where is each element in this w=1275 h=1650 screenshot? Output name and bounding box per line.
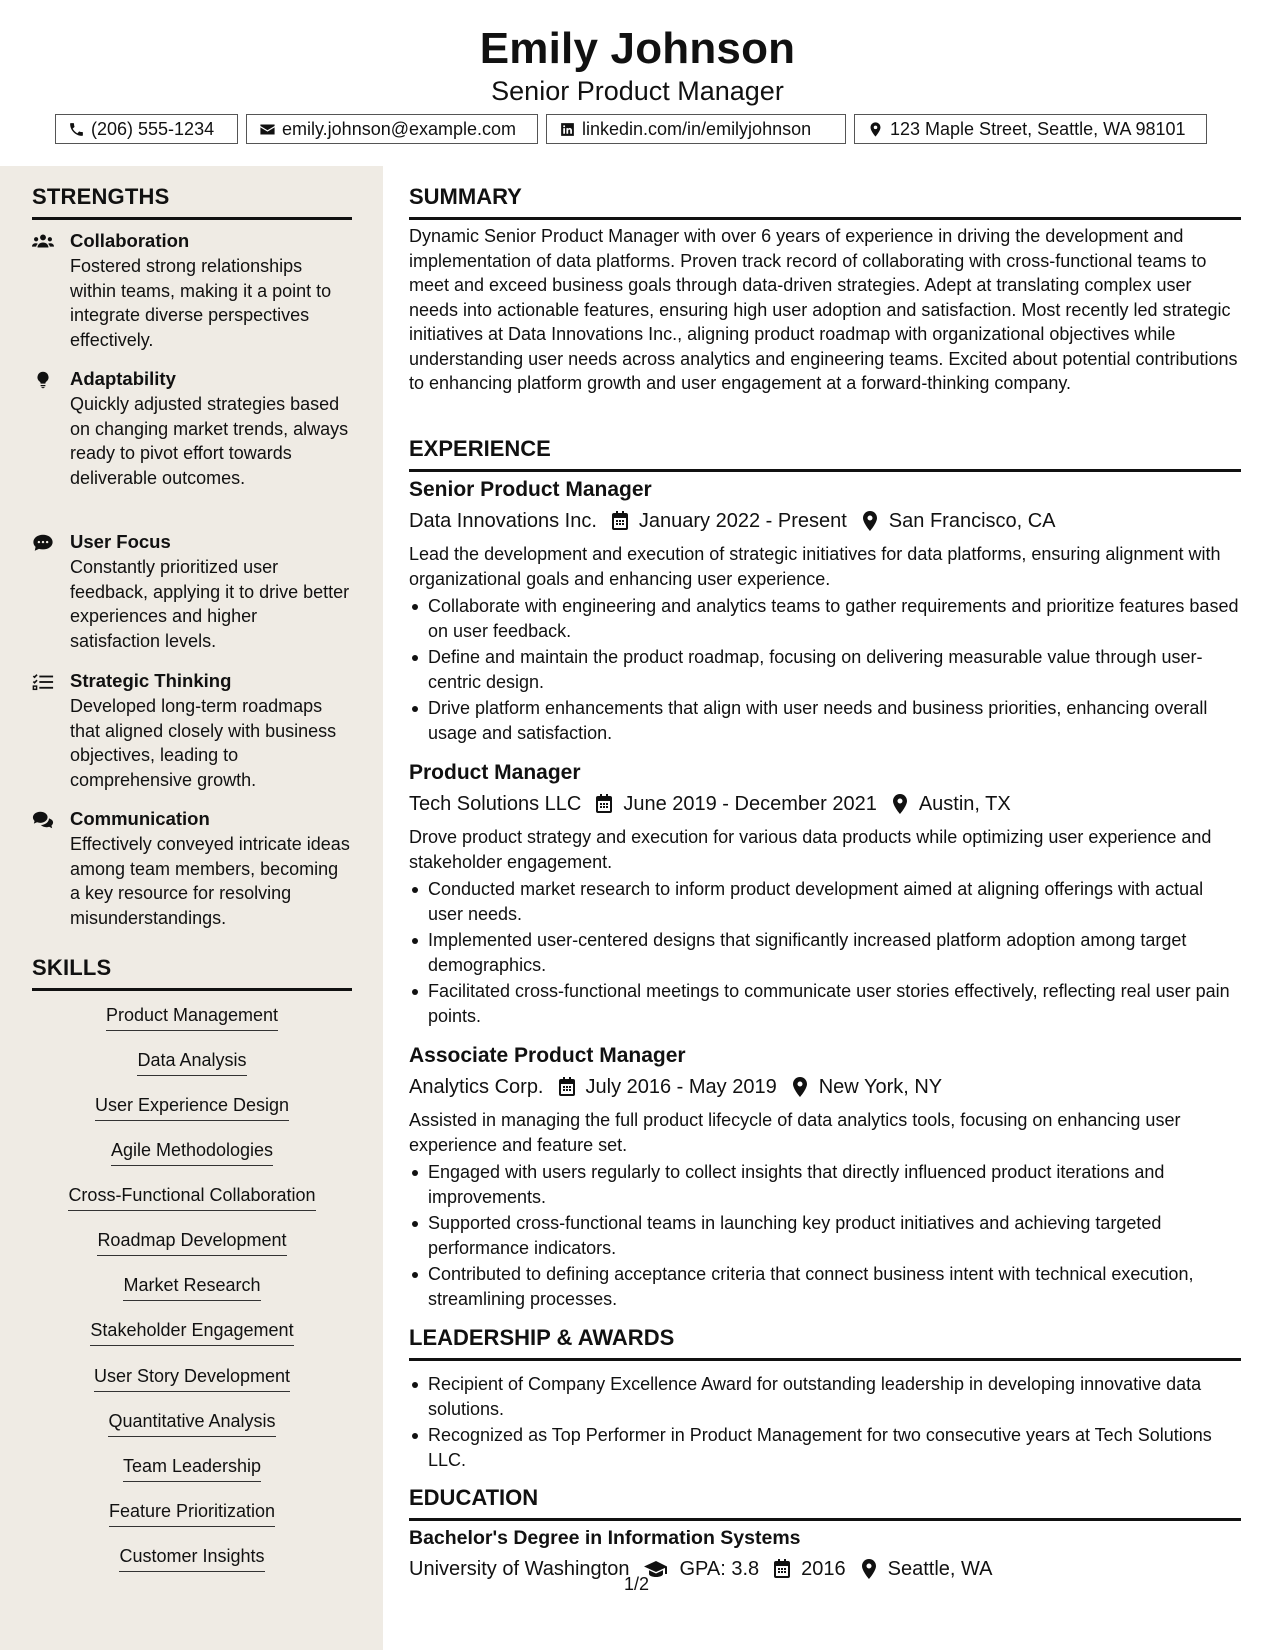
bullet-item: Engaged with users regularly to collect insights that directly influenced product iterations and improvements. [409, 1160, 1241, 1209]
strength-title: Adaptability [70, 368, 176, 389]
bullet-item: Contributed to defining acceptance criteria that connect business intent with technical execution, streamlining processes. [409, 1262, 1241, 1311]
skill-label: Customer Insights [119, 1543, 264, 1572]
skill-item [32, 1272, 352, 1302]
map-pin-icon [860, 1559, 878, 1579]
job-dates: July 2016 - May 2019 [585, 1076, 777, 1098]
skill-item [32, 1363, 352, 1393]
job-title: Associate Product Manager [409, 1044, 686, 1067]
job-bullets [409, 1160, 1241, 1313]
sidebar [0, 166, 383, 1650]
skill-label: Stakeholder Engagement [90, 1317, 293, 1346]
skill-item [32, 1182, 352, 1212]
skill-item [32, 1137, 352, 1167]
skill-label: Quantitative Analysis [108, 1408, 275, 1437]
summary-text: Dynamic Senior Product Manager with over 6 years of experience in driving the development and implementation of data platforms. Proven track record of collaborating with cross-functional teams to meet and exceed business goals through data-driven strategies. Adept at translating complex user needs into actionable features, ensuring high user adoption and satisfaction. Most recently led strategic initiatives at Data Innovations Inc., aligning product roadmap with organizational objectives while understanding user needs across analytics and engineering teams. Excited about potential contributions to enhancing platform growth and user engagement at a forward-thinking company. [409, 226, 1238, 393]
skill-label: Roadmap Development [97, 1227, 286, 1256]
candidate-role: Senior Product Manager [491, 76, 784, 106]
resume-header [0, 0, 1275, 166]
skill-label: Team Leadership [123, 1453, 261, 1482]
job-title: Product Manager [409, 761, 581, 784]
strength-item [32, 366, 352, 490]
job-location: Austin, TX [918, 793, 1011, 815]
job-description: Drove product strategy and execution for various data products while optimizing user experience and stakeholder engagement. [409, 827, 1212, 872]
strength-desc: Developed long-term roadmaps that aligned closely with business objectives, leading to comprehensive growth. [70, 696, 337, 790]
skill-item [32, 1453, 352, 1483]
phone-text: (206) 555-1234 [91, 118, 215, 139]
map-pin-icon [861, 511, 879, 531]
job-description: Assisted in managing the full product lifecycle of data analytics tools, focusing on enhancing user experience and feature set. [409, 1110, 1181, 1155]
degree-title: Bachelor's Degree in Information Systems [409, 1527, 801, 1549]
skill-item [32, 1498, 352, 1528]
education-heading: EDUCATION [409, 1484, 1241, 1521]
strength-item [32, 668, 352, 792]
strength-desc: Constantly prioritized user feedback, applying it to drive better experiences and higher satisfaction levels. [70, 557, 350, 651]
strength-title: User Focus [70, 531, 171, 552]
contact-linkedin[interactable] [546, 114, 846, 144]
contact-address[interactable] [854, 114, 1207, 144]
bullet-item: Collaborate with engineering and analytics teams to gather requirements and prioritize features based on user feedback. [409, 594, 1241, 643]
school-location: Seattle, WA [887, 1558, 993, 1580]
page-number: 1/2 [624, 1574, 650, 1594]
job-description: Lead the development and execution of strategic initiatives for data platforms, ensuring alignment with organizational goals and enhancing user experience. [409, 544, 1221, 589]
education-meta [409, 1555, 993, 1583]
people-icon [32, 232, 54, 252]
skill-label: User Story Development [94, 1363, 290, 1392]
job-company: Analytics Corp. [409, 1076, 544, 1098]
linkedin-icon [559, 121, 576, 138]
phone-icon [68, 121, 85, 138]
address-text: 123 Maple Street, Seattle, WA 98101 [890, 118, 1186, 139]
strength-desc: Effectively conveyed intricate ideas among team members, becoming a key resource for resolving misunderstandings. [70, 834, 350, 928]
strength-title: Collaboration [70, 230, 190, 251]
strength-title: Communication [70, 808, 210, 829]
job-meta [409, 507, 1056, 535]
email-text: emily.johnson@example.com [282, 118, 517, 139]
calendar-icon [558, 1077, 576, 1097]
skill-item [32, 1047, 352, 1077]
calendar-icon [773, 1559, 791, 1579]
bullet-item: Facilitated cross-functional meetings to communicate user stories effectively, reflecting real user pain points. [409, 979, 1241, 1028]
graduation-year: 2016 [801, 1558, 846, 1580]
skill-item [32, 1092, 352, 1122]
skill-item [32, 1227, 352, 1257]
bullet-item: Recognized as Top Performer in Product Management for two consecutive years at Tech Solutions LLC. [409, 1423, 1241, 1472]
map-pin-icon [891, 794, 909, 814]
bullet-item: Drive platform enhancements that align with user needs and business priorities, enhancing overall usage and satisfaction. [409, 696, 1241, 745]
skill-item [32, 1002, 352, 1032]
skill-label: User Experience Design [95, 1092, 289, 1121]
skill-label: Cross-Functional Collaboration [68, 1182, 315, 1211]
map-pin-icon [791, 1077, 809, 1097]
skill-label: Feature Prioritization [109, 1498, 275, 1527]
job-bullets [409, 877, 1241, 1030]
map-pin-icon [867, 121, 884, 138]
calendar-icon [611, 511, 629, 531]
strength-item [32, 806, 352, 930]
contact-email[interactable] [246, 114, 538, 144]
strength-desc: Fostered strong relationships within teams, making it a point to integrate diverse perspectives effectively. [70, 256, 332, 350]
skill-label: Product Management [106, 1002, 278, 1031]
skill-label: Market Research [123, 1272, 260, 1301]
strength-item [32, 228, 352, 352]
comments-icon [32, 810, 54, 830]
envelope-icon [259, 121, 276, 138]
school-name: University of Washington [409, 1558, 630, 1580]
job-meta [409, 790, 1011, 818]
strengths-heading: STRENGTHS [32, 183, 352, 220]
job-company: Tech Solutions LLC [409, 793, 582, 815]
speech-bubble-icon [32, 533, 54, 553]
bullet-item: Supported cross-functional teams in launching key product initiatives and achieving targeted performance indicators. [409, 1211, 1241, 1260]
linkedin-text: linkedin.com/in/emilyjohnson [582, 118, 812, 139]
strength-desc: Quickly adjusted strategies based on changing market trends, always ready to pivot effort towards deliverable outcomes. [70, 394, 349, 488]
bullet-item: Define and maintain the product roadmap, focusing on delivering measurable value through user-centric design. [409, 645, 1241, 694]
candidate-name: Emily Johnson [479, 24, 796, 73]
experience-heading: EXPERIENCE [409, 435, 1241, 472]
gpa-text: GPA: 3.8 [679, 1558, 760, 1580]
leadership-heading: LEADERSHIP & AWARDS [409, 1324, 1241, 1361]
calendar-icon [595, 794, 613, 814]
job-meta [409, 1073, 942, 1101]
checklist-icon [32, 672, 54, 692]
skill-item [32, 1317, 352, 1347]
job-company: Data Innovations Inc. [409, 510, 597, 532]
skill-item [32, 1543, 352, 1573]
leadership-bullets [409, 1372, 1241, 1474]
job-dates: January 2022 - Present [638, 510, 847, 532]
skill-label: Agile Methodologies [111, 1137, 273, 1166]
job-dates: June 2019 - December 2021 [623, 793, 877, 815]
skills-heading: SKILLS [32, 954, 352, 991]
bullet-item: Implemented user-centered designs that significantly increased platform adoption among target demographics. [409, 928, 1241, 977]
strength-item [32, 529, 352, 653]
contact-phone[interactable] [55, 114, 238, 144]
job-location: New York, NY [818, 1076, 943, 1098]
job-location: San Francisco, CA [888, 510, 1056, 532]
skill-label: Data Analysis [137, 1047, 246, 1076]
lightbulb-icon [32, 370, 54, 390]
bullet-item: Conducted market research to inform product development aimed at aligning offerings with actual user needs. [409, 877, 1241, 926]
job-bullets [409, 594, 1241, 747]
bullet-item: Recipient of Company Excellence Award for outstanding leadership in developing innovative data solutions. [409, 1372, 1241, 1421]
skill-item [32, 1408, 352, 1438]
contact-bar [55, 114, 1207, 144]
job-title: Senior Product Manager [409, 478, 652, 501]
strength-title: Strategic Thinking [70, 670, 232, 691]
summary-heading: SUMMARY [409, 183, 1241, 220]
